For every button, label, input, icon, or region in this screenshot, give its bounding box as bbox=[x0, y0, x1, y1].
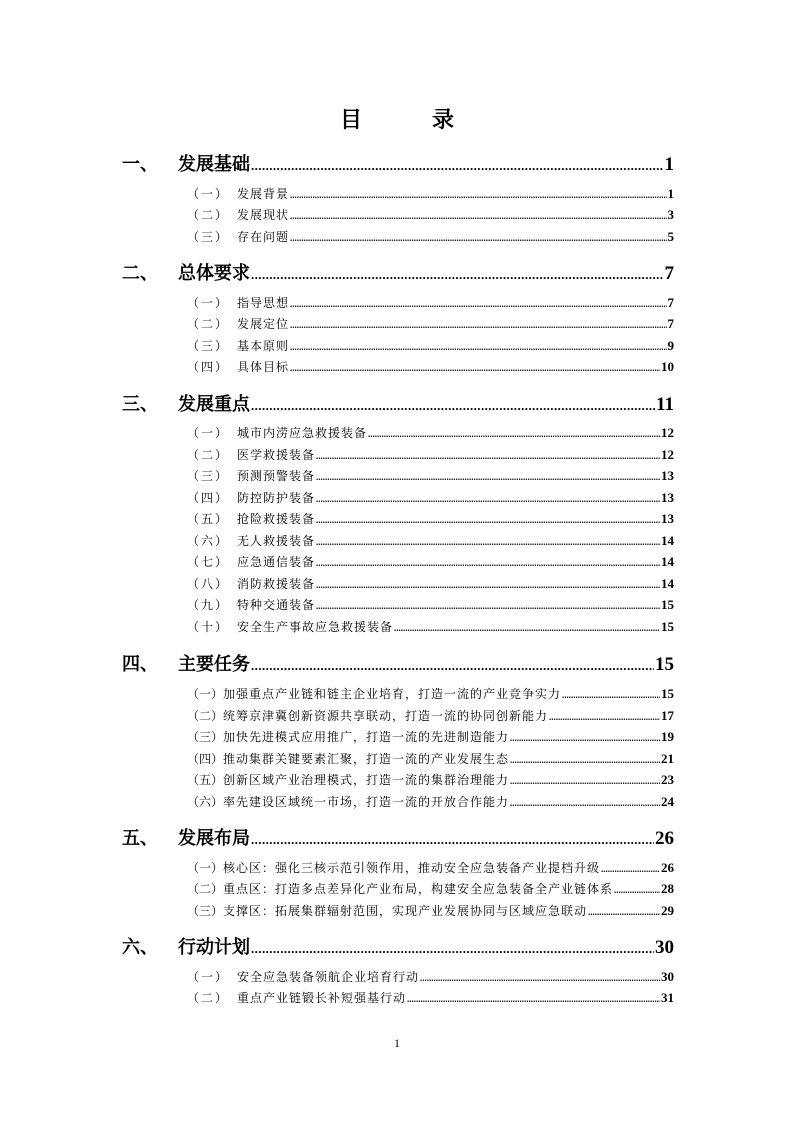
item-page-number: 24 bbox=[661, 794, 674, 809]
item-number: （三） bbox=[187, 469, 230, 483]
dot-leader bbox=[394, 620, 660, 634]
section-page-number: 15 bbox=[655, 654, 674, 675]
toc-item[interactable] bbox=[187, 337, 674, 357]
item-page-number: 15 bbox=[661, 619, 674, 634]
item-page-number: 9 bbox=[667, 338, 674, 353]
section-number: 二、 bbox=[122, 263, 158, 284]
toc-item[interactable] bbox=[187, 575, 674, 595]
toc-item[interactable] bbox=[187, 358, 674, 378]
item-number: （一） bbox=[187, 296, 230, 310]
toc-item[interactable] bbox=[187, 467, 674, 487]
item-label: 发展现状 bbox=[237, 208, 290, 222]
item-page-number: 14 bbox=[661, 554, 674, 569]
toc-item[interactable] bbox=[187, 880, 674, 900]
item-label: 重点产业链锻长补短强基行动 bbox=[237, 991, 407, 1005]
item-number: （四） bbox=[187, 491, 230, 505]
item-page-number: 13 bbox=[661, 468, 674, 483]
toc-item[interactable] bbox=[187, 228, 674, 248]
item-label: 指导思想 bbox=[237, 296, 290, 310]
item-page-number: 14 bbox=[661, 576, 674, 591]
toc-item[interactable] bbox=[187, 685, 674, 705]
toc-item[interactable] bbox=[187, 596, 674, 616]
item-label: 消防救援装备 bbox=[237, 577, 316, 591]
dot-leader bbox=[251, 263, 664, 284]
item-label: 存在问题 bbox=[237, 230, 290, 244]
dot-leader bbox=[316, 491, 660, 505]
item-label: 推动集群关键要素汇聚，打造一流的产业发展生态 bbox=[223, 752, 510, 766]
toc-item[interactable] bbox=[187, 532, 674, 552]
dot-leader bbox=[316, 512, 660, 526]
toc-item[interactable] bbox=[187, 771, 674, 791]
toc-item[interactable] bbox=[187, 750, 674, 770]
dot-leader bbox=[316, 598, 660, 612]
toc-section[interactable] bbox=[122, 650, 674, 680]
item-page-number: 3 bbox=[667, 207, 674, 222]
item-page-number: 15 bbox=[661, 597, 674, 612]
item-number: （二） bbox=[187, 882, 224, 896]
item-label: 支撑区：拓展集群辐射范围，实现产业发展协同与区域应急联动 bbox=[223, 904, 588, 918]
section-page-number: 11 bbox=[656, 394, 674, 415]
section-label: 总体要求 bbox=[178, 263, 250, 284]
dot-leader bbox=[316, 448, 660, 462]
item-number: （三） bbox=[187, 730, 224, 744]
dot-leader bbox=[251, 394, 655, 415]
toc-item[interactable] bbox=[187, 206, 674, 226]
item-number: （六） bbox=[187, 534, 230, 548]
item-label: 重点区：打造多点差异化产业布局，构建安全应急装备全产业链体系 bbox=[223, 882, 614, 896]
item-number: （九） bbox=[187, 598, 230, 612]
toc-item[interactable] bbox=[187, 728, 674, 748]
item-label: 创新区域产业治理模式，打造一流的集群治理能力 bbox=[223, 773, 510, 787]
item-number: （一） bbox=[187, 970, 230, 984]
toc-item[interactable] bbox=[187, 902, 674, 922]
toc-item[interactable] bbox=[187, 859, 674, 879]
item-page-number: 31 bbox=[661, 990, 674, 1005]
item-label: 安全应急装备领航企业培育行动 bbox=[237, 970, 420, 984]
toc-item[interactable] bbox=[187, 424, 674, 444]
item-label: 特种交通装备 bbox=[237, 598, 316, 612]
item-page-number: 19 bbox=[661, 729, 674, 744]
item-label: 发展定位 bbox=[237, 317, 290, 331]
item-number: （三） bbox=[187, 339, 230, 353]
item-number: （二） bbox=[187, 448, 230, 462]
dot-leader bbox=[290, 296, 666, 310]
item-label: 城市内涝应急救援装备 bbox=[237, 426, 368, 440]
section-number: 三、 bbox=[122, 394, 158, 415]
item-number: （五） bbox=[187, 512, 230, 526]
item-number: （七） bbox=[187, 555, 230, 569]
item-label: 具体目标 bbox=[237, 360, 290, 374]
dot-leader bbox=[290, 208, 666, 222]
section-number: 五、 bbox=[122, 828, 158, 849]
item-number: （二） bbox=[187, 709, 224, 723]
toc-section[interactable] bbox=[122, 933, 674, 963]
section-label: 发展重点 bbox=[178, 394, 250, 415]
section-page-number: 7 bbox=[664, 263, 674, 284]
item-label: 率先建设区域统一市场，打造一流的开放合作能力 bbox=[223, 795, 510, 809]
dot-leader bbox=[290, 230, 666, 244]
section-label: 主要任务 bbox=[178, 654, 250, 675]
section-label: 发展布局 bbox=[178, 828, 250, 849]
toc-item[interactable] bbox=[187, 446, 674, 466]
item-label: 基本原则 bbox=[237, 339, 290, 353]
item-label: 防控防护装备 bbox=[237, 491, 316, 505]
section-page-number: 1 bbox=[664, 154, 674, 175]
section-number: 六、 bbox=[122, 937, 158, 958]
item-page-number: 14 bbox=[661, 533, 674, 548]
footer-page-number: 1 bbox=[394, 1036, 400, 1050]
item-number: （八） bbox=[187, 577, 230, 591]
toc-section[interactable] bbox=[122, 390, 674, 420]
section-page-number: 30 bbox=[655, 937, 674, 958]
item-number: （三） bbox=[187, 230, 230, 244]
item-page-number: 12 bbox=[661, 447, 674, 462]
item-label: 加快先进模式应用推广，打造一流的先进制造能力 bbox=[223, 730, 510, 744]
toc-item[interactable] bbox=[187, 510, 674, 530]
item-page-number: 7 bbox=[667, 316, 674, 331]
dot-leader bbox=[549, 709, 660, 723]
item-page-number: 5 bbox=[667, 229, 674, 244]
section-label: 行动计划 bbox=[178, 937, 250, 958]
item-number: （二） bbox=[187, 208, 230, 222]
item-page-number: 1 bbox=[667, 186, 674, 201]
item-number: （一） bbox=[187, 687, 224, 701]
item-label: 抢险救援装备 bbox=[237, 512, 316, 526]
item-label: 医学救援装备 bbox=[237, 448, 316, 462]
item-number: （一） bbox=[187, 426, 230, 440]
dot-leader bbox=[316, 555, 660, 569]
dot-leader bbox=[290, 317, 666, 331]
section-number: 一、 bbox=[122, 154, 158, 175]
item-page-number: 28 bbox=[661, 881, 674, 896]
item-number: （一） bbox=[187, 187, 230, 201]
item-page-number: 21 bbox=[661, 751, 674, 766]
item-number: （二） bbox=[187, 317, 230, 331]
item-page-number: 13 bbox=[661, 511, 674, 526]
item-page-number: 26 bbox=[661, 860, 674, 875]
section-label: 发展基础 bbox=[178, 154, 250, 175]
toc-section[interactable] bbox=[122, 824, 674, 854]
page-title: 目 录 bbox=[339, 108, 478, 133]
item-number: （二） bbox=[187, 991, 230, 1005]
toc-item[interactable] bbox=[187, 968, 674, 988]
dot-leader bbox=[251, 654, 654, 675]
item-label: 发展背景 bbox=[237, 187, 290, 201]
item-number: （十） bbox=[187, 620, 230, 634]
toc-item[interactable] bbox=[187, 618, 674, 638]
dot-leader bbox=[420, 970, 660, 984]
toc-section[interactable] bbox=[122, 150, 674, 180]
dot-leader bbox=[510, 795, 660, 809]
item-label: 加强重点产业链和链主企业培育，打造一流的产业竞争实力 bbox=[223, 687, 562, 701]
item-number: （一） bbox=[187, 861, 224, 875]
section-page-number: 26 bbox=[655, 828, 674, 849]
item-page-number: 7 bbox=[667, 295, 674, 310]
dot-leader bbox=[510, 773, 660, 787]
dot-leader bbox=[251, 828, 654, 849]
toc-section[interactable] bbox=[122, 259, 674, 289]
dot-leader bbox=[510, 730, 660, 744]
item-label: 统筹京津冀创新资源共享联动，打造一流的协同创新能力 bbox=[223, 709, 549, 723]
toc-item[interactable] bbox=[187, 185, 674, 205]
toc-item[interactable] bbox=[187, 793, 674, 813]
item-label: 核心区：强化三核示范引领作用，推动安全应急装备产业提档升级 bbox=[223, 861, 601, 875]
item-page-number: 23 bbox=[661, 772, 674, 787]
dot-leader bbox=[614, 882, 660, 896]
dot-leader bbox=[601, 861, 660, 875]
item-page-number: 29 bbox=[661, 903, 674, 918]
item-number: （六） bbox=[187, 795, 224, 809]
dot-leader bbox=[316, 577, 660, 591]
item-number: （三） bbox=[187, 904, 224, 918]
item-label: 无人救援装备 bbox=[237, 534, 316, 548]
toc-item[interactable] bbox=[187, 294, 674, 314]
toc-item[interactable] bbox=[187, 553, 674, 573]
item-page-number: 12 bbox=[661, 425, 674, 440]
dot-leader bbox=[290, 339, 666, 353]
toc-item[interactable] bbox=[187, 315, 674, 335]
item-label: 应急通信装备 bbox=[237, 555, 316, 569]
dot-leader bbox=[251, 154, 664, 175]
item-number: （五） bbox=[187, 773, 224, 787]
dot-leader bbox=[407, 991, 660, 1005]
item-page-number: 15 bbox=[661, 686, 674, 701]
toc-item[interactable] bbox=[187, 989, 674, 1009]
item-page-number: 10 bbox=[661, 359, 674, 374]
dot-leader bbox=[316, 534, 660, 548]
dot-leader bbox=[251, 937, 654, 958]
dot-leader bbox=[290, 360, 660, 374]
dot-leader bbox=[316, 469, 660, 483]
item-page-number: 13 bbox=[661, 490, 674, 505]
dot-leader bbox=[562, 687, 660, 701]
dot-leader bbox=[510, 752, 660, 766]
toc-item[interactable] bbox=[187, 707, 674, 727]
toc-item[interactable] bbox=[187, 489, 674, 509]
dot-leader bbox=[588, 904, 660, 918]
item-number: （四） bbox=[187, 752, 224, 766]
item-label: 安全生产事故应急救援装备 bbox=[237, 620, 394, 634]
item-page-number: 30 bbox=[661, 969, 674, 984]
item-page-number: 17 bbox=[661, 708, 674, 723]
item-number: （四） bbox=[187, 360, 230, 374]
item-label: 预测预警装备 bbox=[237, 469, 316, 483]
dot-leader bbox=[290, 187, 666, 201]
section-number: 四、 bbox=[122, 654, 158, 675]
dot-leader bbox=[368, 426, 660, 440]
